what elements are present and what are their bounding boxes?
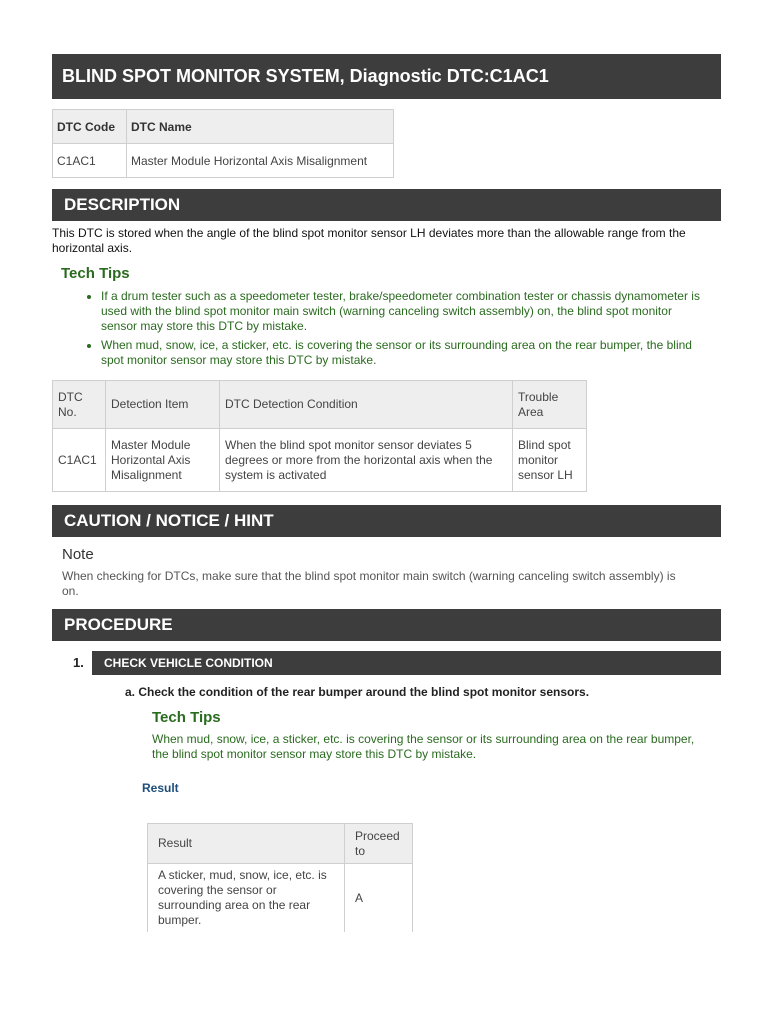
result-table: [147, 823, 413, 933]
dtc-no-cell: C1AC1: [53, 429, 106, 492]
note-text: When checking for DTCs, make sure that the blind spot monitor main switch (warning canceling switch assembly) is on.: [62, 569, 676, 598]
tech-tips-text: When mud, snow, ice, a sticker, etc. is covering the sensor or its surrounding area on the rear bumper, the blind spot monitor sensor may store this DTC by mistake.: [152, 732, 695, 761]
dtc-name-header: DTC Name: [127, 110, 394, 144]
trouble-area-header: Trouble Area: [513, 381, 587, 429]
dtc-code-cell: C1AC1: [53, 144, 127, 178]
tech-tips-heading: Tech Tips: [61, 265, 130, 282]
dtc-no-header: DTC No.: [53, 381, 106, 429]
table-row: [53, 429, 587, 492]
result-label: Result: [142, 781, 179, 795]
list-item: • When mud, snow, ice, a sticker, etc. is covering the sensor or its surrounding area on the rear bumper, the blind spot monitor sensor may store this DTC by mistake.: [101, 338, 711, 368]
description-text: This DTC is stored when the angle of the blind spot monitor sensor LH deviates more than the allowable range from the horizontal axis.: [52, 226, 686, 255]
tech-tips-heading-2: Tech Tips: [152, 709, 221, 726]
page-cutoff: [140, 932, 440, 992]
dtc-name-cell: Master Module Horizontal Axis Misalignment: [127, 144, 394, 178]
step-title: CHECK VEHICLE CONDITION: [92, 651, 721, 675]
detection-table: [52, 380, 587, 492]
proceed-to-cell: A: [345, 864, 413, 933]
procedure-heading: PROCEDURE: [52, 609, 721, 641]
tech-tips-list: [86, 289, 711, 372]
note-heading: Note: [62, 546, 94, 563]
dtc-code-header: DTC Code: [53, 110, 127, 144]
step-number: 1.: [73, 655, 84, 670]
list-item: • If a drum tester such as a speedometer tester, brake/speedometer combination tester or chassis dynamometer is used with the blind spot monitor main switch (warning canceling switch assembly) on, the blind spot monitor sensor may store this DTC by mistake.: [101, 289, 711, 334]
table-row: [53, 144, 394, 178]
caution-heading: CAUTION / NOTICE / HINT: [52, 505, 721, 537]
detection-item-header: Detection Item: [106, 381, 220, 429]
proceed-to-header: Proceed to: [345, 824, 413, 864]
result-cell: A sticker, mud, snow, ice, etc. is covering the sensor or surrounding area on the rear bumper.: [148, 864, 345, 933]
detection-condition-header: DTC Detection Condition: [220, 381, 513, 429]
result-header: Result: [148, 824, 345, 864]
trouble-area-cell: Blind spot monitor sensor LH: [513, 429, 587, 492]
page-title: BLIND SPOT MONITOR SYSTEM, Diagnostic DTC:C1AC1: [52, 54, 721, 99]
detection-condition-cell: When the blind spot monitor sensor deviates 5 degrees or more from the horizontal axis when the system is activated: [220, 429, 513, 492]
substep-text: a. Check the condition of the rear bumper around the blind spot monitor sensors.: [125, 685, 590, 699]
table-row: [148, 864, 413, 933]
description-heading: DESCRIPTION: [52, 189, 721, 221]
dtc-code-table: [52, 109, 394, 178]
detection-item-cell: Master Module Horizontal Axis Misalignment: [106, 429, 220, 492]
